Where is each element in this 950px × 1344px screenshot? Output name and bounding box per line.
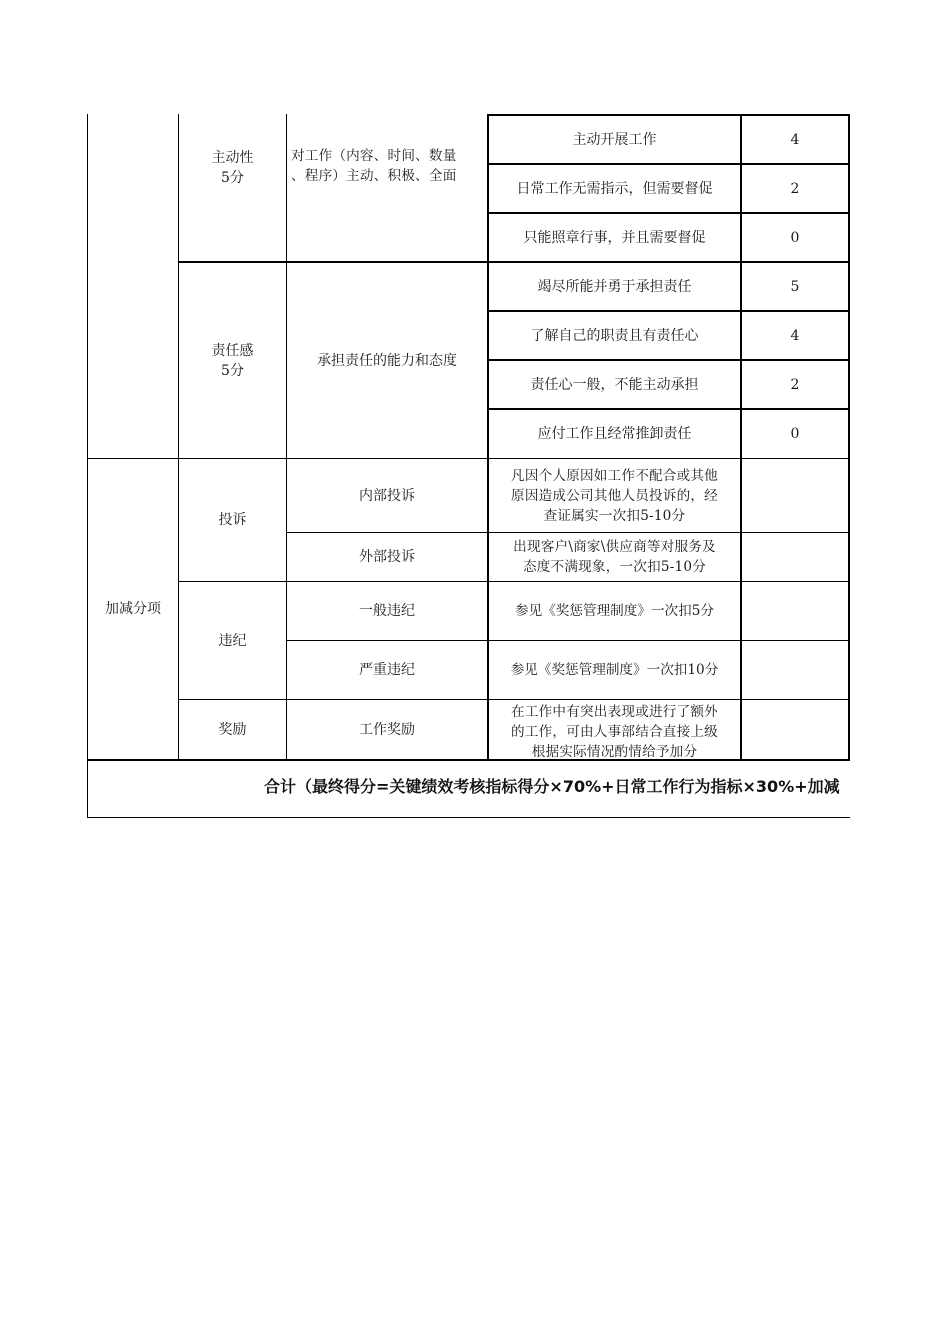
general-violation-rule: 参见《奖惩管理制度》一次扣5分 [515,603,714,619]
internal-complaint-score [742,459,848,532]
responsibility-level-2: 了解自己的职责且有责任心 [530,327,699,344]
initiative-points-2: 2 [790,180,800,197]
initiative-score: 5分 [221,170,244,186]
responsibility-points-4: 0 [790,426,800,442]
adjustment-section-label: 加减分项 [105,601,161,617]
initiative-points-3: 0 [790,229,800,246]
initiative-description: 对工作（内容、时间、数量 、程序）主动、积极、全面 [291,148,457,184]
external-complaint-score [742,533,848,581]
responsibility-score: 5分 [221,362,244,379]
initiative-name: 主动性 [211,150,254,166]
internal-complaint-rule: 凡因个人原因如工作不配合或其他 原因造成公司其他人员投诉的，经 查证属实一次扣5-10分 [511,467,718,524]
table-border-right [848,114,850,760]
general-violation-score [742,582,848,640]
internal-complaint-name: 内部投诉 [359,487,415,504]
work-reward-name: 工作奖励 [359,721,415,738]
serious-violation-rule: 参见《奖惩管理制度》一次扣10分 [510,662,719,678]
responsibility-level-4: 应付工作且经常推卸责任 [537,426,692,442]
initiative-points-1: 4 [790,131,800,148]
complaint-label: 投诉 [218,512,247,528]
responsibility-level-3: 责任心一般，不能主动承担 [530,376,699,393]
external-complaint-name: 外部投诉 [359,549,415,565]
row-line [87,759,850,761]
reward-label: 奖励 [218,721,247,738]
work-reward-score [742,700,848,759]
violation-label: 违纪 [218,632,247,649]
serious-violation-name: 严重违纪 [359,662,415,678]
initiative-level-2: 日常工作无需指示，但需要督促 [516,180,713,197]
total-formula-label: 合计（最终得分=关键绩效考核指标得分×70%+日常工作行为指标×30%+加减 [264,777,840,796]
responsibility-points-2: 4 [790,327,800,344]
responsibility-name: 责任感 [211,342,254,359]
responsibility-name-cell [179,263,286,458]
responsibility-points-1: 5 [790,278,800,295]
general-violation-name: 一般违纪 [359,603,415,619]
responsibility-level-1: 竭尽所能并勇于承担责任 [537,278,692,295]
external-complaint-rule: 出现客户\商家\供应商等对服务及 态度不满现象，一次扣5-10分 [513,539,716,575]
responsibility-description: 承担责任的能力和态度 [317,352,457,369]
initiative-name-cell [179,145,286,191]
initiative-level-3: 只能照章行事，并且需要督促 [523,229,706,246]
work-reward-rule: 在工作中有突出表现或进行了额外 的工作，可由人事部结合直接上级 根据实际情况酌情给予加分 [511,704,718,759]
table-border-bottom [87,817,850,818]
serious-violation-score [742,641,848,699]
initiative-level-1: 主动开展工作 [572,131,657,148]
responsibility-points-3: 2 [790,376,800,393]
